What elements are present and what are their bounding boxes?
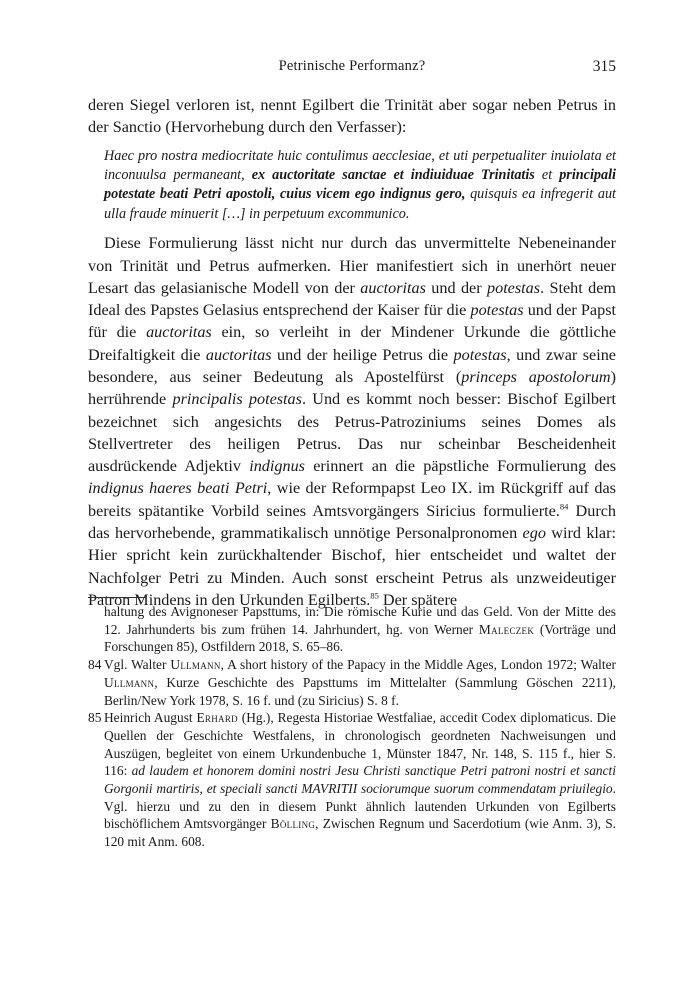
latin-term: principalis potestas: [172, 390, 302, 409]
footnote-text: (Hg.), Regesta Historiae Westfaliae, accedit Codex diplomaticus. Die Quellen der Geschichte Westfalens, in chronologisch geordneten Nachweisungen und Auszügen, begleitet von einem Urkundenbuche 1, Münster 1847, Nr. 148, S. 115 f., hier S. 116:: [104, 710, 616, 779]
latin-term: auctoritas: [205, 345, 272, 364]
paragraph-main: [88, 232, 616, 611]
paragraph-text: , und zwar seine besondere, aus seiner Bedeutung als Apostelfürst (: [88, 345, 616, 386]
quote-emphasis: ex auctoritate sanctae et indiuiduae Trinitatis: [251, 167, 535, 183]
footnote-text: (Vorträge und Forschungen 85), Ostfildern 2018, S. 65–86.: [104, 621, 616, 655]
footnote-number: 85: [88, 710, 102, 726]
latin-term: potestas: [453, 345, 507, 364]
running-title: Petrinische Performanz?: [278, 58, 426, 74]
block-quote: [104, 147, 616, 225]
author-name: Ullmann: [104, 674, 155, 690]
quote-text: Haec pro nostra mediocritate huic contulimus aecclesiae, et uti perpetualiter inuiolata et inconuulsa permaneant,: [104, 147, 616, 183]
latin-term: potestas: [487, 278, 541, 297]
page-number: 315: [592, 58, 616, 75]
main-text: [88, 94, 616, 611]
latin-term: auctoritas: [360, 278, 426, 297]
quote-emphasis: principali potestate beati Petri apostoli, cuius vicem ego indignus gero,: [104, 167, 616, 203]
paragraph-text: und der: [425, 278, 487, 297]
paragraph-text: und der Papst für die: [88, 301, 617, 342]
paragraph-text: . Steht dem Ideal des Papstes Gelasius entsprechend der Kaiser für die: [88, 278, 616, 320]
paragraph-text: deren Siegel verloren ist, nennt Egilbert die Trinität aber sogar neben Petrus in der Sanctio (Hervorhebung durch den Verfasser):: [88, 96, 616, 137]
quote-text: et: [534, 167, 560, 183]
paragraph-text: . Und es kommt noch besser: Bischof Egilbert bezeichnet sich angesichts des Petrus-Patroziniums seines Domes als Stellvertreter des heiligen Petrus. Das nur scheinbar Bescheidenheit ausdrückende Adjektiv: [88, 390, 616, 476]
latin-term: ego: [522, 524, 546, 543]
paragraph-intro: [88, 94, 616, 139]
footnote-text: Heinrich August: [104, 710, 197, 726]
paragraph-text: und der heilige Petrus die: [271, 345, 454, 364]
latin-term: indignus haeres beati Petri: [88, 479, 268, 498]
footnote-text: , Zwischen Regnum und Sacerdotium (wie Anm. 3), S. 120 mit Anm. 608.: [104, 816, 617, 850]
footnote-continuation: [88, 603, 616, 656]
latin-term: indignus: [249, 457, 305, 476]
footnote-text: Vgl. Walter: [104, 657, 171, 673]
latin-quote: ad laudem et honorem domini nostri Jesu Christi sanctique Petri patroni nostri et sancti Gorgonii martiris, et speciali sancti MAVRITII sociorumque suorum commendatam priuilegio: [104, 763, 616, 797]
paragraph-text: ein, so verleiht in der Mindener Urkunde die göttliche Dreifaltigkeit die: [88, 323, 617, 364]
footnote-text: . Vgl. hierzu und zu den in diesem Punkt ähnlich lautenden Urkunden von Egilberts bischöflichem Amtsvorgänger: [104, 781, 616, 832]
running-header: [88, 58, 616, 80]
paragraph-text: ) herrührende: [88, 368, 616, 409]
author-name: Bölling: [270, 816, 316, 832]
footnote-number: 84: [88, 657, 102, 673]
paragraph-text: erinnert an die päpstliche Formulierung des: [304, 457, 616, 476]
footnotes: [88, 603, 616, 851]
paragraph-text: Durch das hervorhebende, grammatikalisch unnötige Personalpronomen: [88, 501, 616, 543]
footnote-text: , A short history of the Papacy in the Middle Ages, London 1972; Walter: [220, 657, 616, 673]
paragraph-text: , wie der Reformpapst Leo IX. im Rückgriff auf das bereits spätantike Vorbild seines Amtsvorgängers Siricius formulierte.: [88, 479, 616, 520]
footnote-84: [88, 656, 616, 709]
paragraph-text: wird klar: Hier spricht kein zurückhaltender Bischof, hier entscheidet und waltet der Nachfolger Petri zu Minden. Auch sonst erscheint Petrus als unzweideutiger Patron Mindens in den Urkunden Egilberts.: [88, 524, 616, 609]
latin-term: potestas: [470, 301, 524, 320]
author-name: Ullmann: [170, 657, 221, 673]
paragraph-text: Der spätere: [378, 590, 458, 609]
latin-term: princeps apostolorum: [461, 368, 611, 386]
paragraph-text: Diese Formulierung lässt nicht nur durch das unvermittelte Nebeneinander von Trinität und Petrus aufmerken. Hier manifestiert sich in unerhört neuer Lesart das gelasianische Modell von der: [88, 234, 616, 297]
footnote-85: [88, 709, 616, 851]
latin-term: auctoritas: [146, 323, 212, 342]
footnote-separator: [88, 597, 146, 598]
author-name: Erhard: [196, 710, 238, 726]
quote-text: quisquis ea infregerit aut ulla fraude minuerit […] in perpetuum excommunico.: [104, 186, 616, 222]
footnote-text: haltung des Avignoneser Papsttums, in: Die römische Kurie und das Geld. Von der Mitte des 12. Jahrhunderts bis zum frühen 14. Jahrhundert, hg. von Werner: [104, 604, 616, 637]
footnote-marker-85[interactable]: 85: [370, 590, 379, 601]
footnote-marker-84[interactable]: 84: [559, 501, 569, 512]
footnote-text: , Kurze Geschichte des Papsttums im Mittelalter (Sammlung Göschen 2211), Berlin/New York 1978, S. 16 f. und (zu Siricius) S. 8 f.: [104, 674, 616, 708]
author-name: Maleczek: [478, 621, 535, 637]
